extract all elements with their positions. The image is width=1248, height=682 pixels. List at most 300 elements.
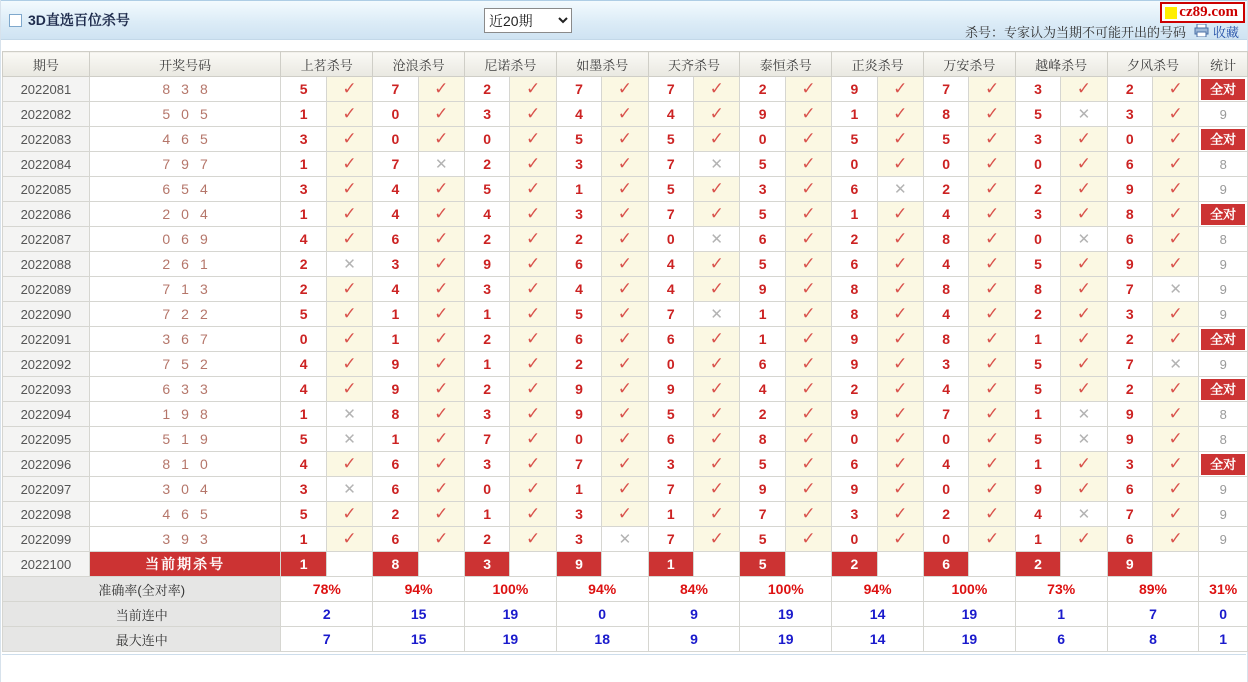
kill-number-cell: 0 [1015, 152, 1060, 177]
x-icon: ✕ [343, 480, 356, 498]
kill-mark-cell [785, 277, 831, 302]
current-kill-mark-cell [1061, 552, 1107, 577]
kill-mark-cell [693, 352, 739, 377]
site-logo[interactable] [1160, 2, 1245, 23]
period-cell: 2022095 [3, 427, 90, 452]
kill-number-cell: 1 [373, 327, 418, 352]
draw-numbers-cell: 810 [89, 452, 281, 477]
period-cell: 2022097 [3, 477, 90, 502]
check-icon: ✓ [984, 104, 1000, 123]
stat-cell: 9 [1199, 352, 1248, 377]
current-kill-mark-cell [418, 552, 464, 577]
kill-number-cell: 5 [556, 302, 601, 327]
streak-value-cell: 9 [648, 602, 740, 627]
check-icon: ✓ [1076, 129, 1091, 148]
kill-number-cell: 3 [373, 252, 418, 277]
kill-number-cell: 5 [648, 127, 693, 152]
kill-number-cell: 2 [1015, 177, 1060, 202]
check-icon: ✓ [342, 204, 357, 223]
kill-number-cell: 6 [1107, 227, 1152, 252]
kill-number-cell: 5 [740, 527, 785, 552]
kill-number-cell: 6 [1107, 152, 1152, 177]
accuracy-value-cell: 100% [740, 577, 832, 602]
check-icon: ✓ [525, 404, 541, 423]
kill-mark-cell [693, 477, 739, 502]
kill-number-cell: 5 [923, 127, 968, 152]
kill-number-cell: 6 [556, 327, 601, 352]
kill-mark-cell [326, 452, 372, 477]
kill-number-cell: 1 [465, 302, 510, 327]
kill-number-cell: 3 [1107, 102, 1152, 127]
kill-mark-cell [877, 277, 923, 302]
check-icon: ✓ [1168, 329, 1183, 348]
kill-mark-cell [510, 352, 556, 377]
check-icon: ✓ [1168, 179, 1183, 198]
kill-mark-cell [969, 477, 1015, 502]
stat-cell: 9 [1199, 477, 1248, 502]
kill-number-cell: 2 [465, 527, 510, 552]
check-icon: ✓ [1076, 279, 1091, 298]
kill-mark-cell [877, 127, 923, 152]
check-icon: ✓ [342, 304, 357, 323]
kill-mark-cell [418, 352, 464, 377]
kill-mark-cell [693, 327, 739, 352]
kill-number-cell: 2 [832, 377, 877, 402]
kill-mark-cell [1061, 77, 1107, 102]
check-icon: ✓ [893, 454, 908, 473]
kill-mark-cell [693, 402, 739, 427]
kill-mark-cell [602, 302, 648, 327]
current-kill-number-cell: 5 [740, 552, 785, 577]
kill-number-cell: 2 [373, 502, 418, 527]
kill-mark-cell [510, 202, 556, 227]
kill-mark-cell [693, 452, 739, 477]
kill-mark-cell [1152, 177, 1198, 202]
x-icon: ✕ [618, 530, 632, 548]
period-cell: 2022084 [3, 152, 90, 177]
kill-mark-cell [693, 102, 739, 127]
x-icon: ✕ [343, 255, 356, 273]
kill-mark-cell [1152, 427, 1198, 452]
kill-number-cell: 2 [1107, 327, 1152, 352]
stat-cell: 9 [1199, 302, 1248, 327]
kill-number-cell: 7 [556, 452, 601, 477]
kill-mark-cell [1152, 527, 1198, 552]
kill-number-cell: 6 [832, 177, 877, 202]
kill-mark-cell [602, 527, 648, 552]
kill-number-cell: 6 [1107, 527, 1152, 552]
kill-number-cell: 4 [923, 377, 968, 402]
kill-number-cell: 3 [1107, 302, 1152, 327]
kill-mark-cell [693, 502, 739, 527]
kill-mark-cell [418, 127, 464, 152]
kill-number-cell: 0 [373, 102, 418, 127]
check-icon: ✓ [893, 129, 908, 148]
kill-mark-cell [693, 177, 739, 202]
kill-number-cell: 2 [281, 252, 326, 277]
kill-number-cell: 6 [556, 252, 601, 277]
column-header: 夕风杀号 [1107, 52, 1199, 77]
check-icon: ✓ [617, 154, 633, 173]
kill-number-cell: 7 [1107, 277, 1152, 302]
kill-mark-cell [418, 527, 464, 552]
x-icon: ✕ [1077, 430, 1091, 448]
check-icon: ✓ [1168, 254, 1183, 273]
period-cell: 2022100 [3, 552, 90, 577]
kill-mark-cell [877, 77, 923, 102]
kill-mark-cell [602, 502, 648, 527]
streak-value-cell: 19 [740, 627, 832, 652]
check-icon: ✓ [434, 104, 449, 123]
kill-number-cell: 1 [281, 202, 326, 227]
check-icon: ✓ [1168, 504, 1183, 523]
kill-mark-cell [877, 477, 923, 502]
check-icon: ✓ [525, 204, 541, 223]
check-icon: ✓ [709, 104, 724, 123]
check-icon: ✓ [434, 429, 449, 448]
check-icon: ✓ [617, 454, 633, 473]
kill-number-cell: 4 [923, 252, 968, 277]
kill-number-cell: 2 [1107, 77, 1152, 102]
kill-number-cell: 5 [1015, 252, 1060, 277]
kill-number-cell: 3 [281, 177, 326, 202]
kill-mark-cell [510, 177, 556, 202]
check-icon: ✓ [1168, 79, 1183, 98]
kill-number-cell: 7 [648, 302, 693, 327]
kill-mark-cell [602, 127, 648, 152]
kill-number-cell: 3 [832, 502, 877, 527]
check-icon: ✓ [525, 179, 541, 198]
kill-number-cell: 8 [923, 227, 968, 252]
kill-number-cell: 3 [1015, 202, 1060, 227]
check-icon: ✓ [342, 179, 357, 198]
kill-number-cell: 1 [740, 302, 785, 327]
kill-mark-cell [418, 102, 464, 127]
kill-mark-cell [1061, 302, 1107, 327]
check-icon: ✓ [801, 379, 816, 398]
check-icon: ✓ [434, 479, 449, 498]
kill-number-cell: 4 [281, 452, 326, 477]
check-icon: ✓ [984, 379, 1000, 398]
kill-number-cell: 5 [1015, 427, 1060, 452]
kill-number-cell: 4 [373, 202, 418, 227]
check-icon: ✓ [525, 79, 541, 98]
kill-number-cell: 6 [648, 427, 693, 452]
table-row [3, 202, 1248, 227]
kill-number-cell: 9 [832, 402, 877, 427]
kill-number-cell: 0 [923, 527, 968, 552]
check-icon: ✓ [709, 529, 724, 548]
summary-row [3, 627, 1248, 652]
x-icon: ✕ [1077, 230, 1091, 248]
kill-number-cell: 5 [281, 302, 326, 327]
streak-value-cell: 7 [1107, 602, 1199, 627]
draw-numbers-cell: 713 [89, 277, 281, 302]
draw-numbers-cell: 752 [89, 352, 281, 377]
check-icon: ✓ [434, 504, 449, 523]
draw-numbers-cell: 633 [89, 377, 281, 402]
table-row [3, 502, 1248, 527]
kill-number-cell: 3 [556, 152, 601, 177]
stat-cell: 8 [1199, 152, 1248, 177]
kill-mark-cell [510, 527, 556, 552]
kill-mark-cell [326, 527, 372, 552]
kill-number-cell: 3 [1107, 452, 1152, 477]
kill-mark-cell [1152, 452, 1198, 477]
stat-cell: 9 [1199, 277, 1248, 302]
kill-number-cell: 0 [832, 427, 877, 452]
kill-number-cell: 5 [1015, 377, 1060, 402]
streak-value-cell: 14 [832, 627, 924, 652]
kill-number-cell: 4 [740, 377, 785, 402]
kill-mark-cell [326, 377, 372, 402]
kill-mark-cell [877, 452, 923, 477]
table-row [3, 352, 1248, 377]
kill-mark-cell [969, 127, 1015, 152]
kill-number-cell: 5 [740, 202, 785, 227]
kill-number-cell: 0 [740, 127, 785, 152]
kill-number-cell: 7 [923, 77, 968, 102]
kill-number-cell: 7 [1107, 352, 1152, 377]
draw-numbers-cell: 261 [89, 252, 281, 277]
kill-number-cell: 1 [556, 477, 601, 502]
kill-number-cell: 8 [832, 277, 877, 302]
streak-value-cell: 19 [465, 602, 557, 627]
kill-number-cell: 7 [648, 77, 693, 102]
kill-mark-cell [326, 152, 372, 177]
kill-mark-cell [1152, 377, 1198, 402]
check-icon: ✓ [801, 529, 816, 548]
table-row [3, 252, 1248, 277]
kill-number-cell: 2 [832, 227, 877, 252]
full-match-badge: 全对 [1201, 129, 1245, 150]
kill-mark-cell [785, 352, 831, 377]
kill-number-cell: 1 [1015, 402, 1060, 427]
check-icon: ✓ [617, 429, 633, 448]
check-icon: ✓ [342, 354, 357, 373]
check-icon: ✓ [984, 504, 1000, 523]
kill-number-cell: 2 [740, 402, 785, 427]
kill-number-cell: 4 [281, 227, 326, 252]
check-icon: ✓ [893, 204, 908, 223]
kill-number-cell: 5 [832, 127, 877, 152]
kill-mark-cell [969, 502, 1015, 527]
kill-number-cell: 6 [373, 227, 418, 252]
kill-mark-cell [1061, 277, 1107, 302]
draw-numbers-cell: 304 [89, 477, 281, 502]
check-icon: ✓ [434, 229, 449, 248]
streak-value-cell: 15 [373, 602, 465, 627]
check-icon: ✓ [617, 404, 633, 423]
check-icon: ✓ [1168, 304, 1183, 323]
check-icon: ✓ [617, 104, 633, 123]
kill-mark-cell [602, 102, 648, 127]
check-icon: ✓ [342, 504, 357, 523]
table-row [3, 102, 1248, 127]
kill-number-cell: 5 [648, 402, 693, 427]
kill-mark-cell [877, 252, 923, 277]
kill-number-cell: 3 [740, 177, 785, 202]
kill-mark-cell [602, 327, 648, 352]
kill-number-cell: 2 [556, 227, 601, 252]
kill-mark-cell [326, 427, 372, 452]
check-icon: ✓ [525, 129, 541, 148]
streak-value-cell: 9 [648, 627, 740, 652]
kill-mark-cell [510, 302, 556, 327]
period-cell: 2022090 [3, 302, 90, 327]
check-icon: ✓ [617, 329, 633, 348]
column-header: 如墨杀号 [556, 52, 648, 77]
bottom-divider [2, 654, 1246, 657]
check-icon: ✓ [984, 229, 1000, 248]
stat-cell: 9 [1199, 502, 1248, 527]
kill-mark-cell [510, 277, 556, 302]
check-icon: ✓ [342, 229, 357, 248]
check-icon: ✓ [617, 279, 633, 298]
check-icon: ✓ [1168, 229, 1183, 248]
current-kill-mark-cell [326, 552, 372, 577]
kill-mark-cell [693, 427, 739, 452]
check-icon: ✓ [801, 479, 816, 498]
kill-mark-cell [785, 502, 831, 527]
kill-number-cell: 7 [465, 427, 510, 452]
x-icon: ✕ [710, 230, 723, 248]
stat-cell: 8 [1199, 427, 1248, 452]
kill-mark-cell [326, 477, 372, 502]
kill-mark-cell [418, 452, 464, 477]
check-icon: ✓ [617, 504, 633, 523]
x-icon: ✕ [1077, 405, 1091, 423]
check-icon: ✓ [525, 329, 541, 348]
kill-number-cell: 0 [923, 152, 968, 177]
kill-number-cell: 9 [832, 77, 877, 102]
kill-number-cell: 1 [281, 102, 326, 127]
check-icon: ✓ [984, 254, 1000, 273]
check-icon: ✓ [1076, 154, 1091, 173]
kill-number-cell: 9 [373, 352, 418, 377]
kill-mark-cell [1061, 477, 1107, 502]
printer-icon[interactable] [1194, 24, 1209, 40]
current-kill-number-cell: 1 [648, 552, 693, 577]
kill-note-text: 杀号：专家认为当期不可能开出的号码 [964, 25, 1186, 40]
kill-mark-cell [326, 202, 372, 227]
kill-mark-cell [1152, 202, 1198, 227]
kill-number-cell: 6 [373, 452, 418, 477]
draw-numbers-cell: 465 [89, 502, 281, 527]
check-icon: ✓ [709, 479, 724, 498]
kill-number-cell: 7 [740, 502, 785, 527]
streak-value-cell: 6 [1015, 627, 1107, 652]
check-icon: ✓ [1076, 529, 1091, 548]
kill-number-cell: 8 [1107, 202, 1152, 227]
kill-number-cell: 2 [556, 352, 601, 377]
check-icon: ✓ [801, 204, 816, 223]
kill-mark-cell [969, 327, 1015, 352]
kill-number-cell: 6 [740, 227, 785, 252]
favorite-link[interactable]: 收藏 [1212, 25, 1239, 40]
kill-number-cell: 2 [1015, 302, 1060, 327]
kill-mark-cell [785, 452, 831, 477]
kill-number-cell: 3 [1015, 127, 1060, 152]
kill-mark-cell [877, 502, 923, 527]
kill-mark-cell [969, 77, 1015, 102]
summary-stat-cell: 1 [1199, 627, 1248, 652]
current-kill-number-cell: 6 [923, 552, 968, 577]
x-icon: ✕ [1169, 355, 1182, 373]
top-toolbar [1, 0, 1247, 40]
check-icon: ✓ [801, 354, 816, 373]
kill-number-cell: 9 [740, 477, 785, 502]
period-range-select[interactable] [484, 8, 572, 33]
kill-mark-cell [693, 527, 739, 552]
check-icon: ✓ [801, 154, 816, 173]
check-icon: ✓ [434, 79, 449, 98]
accuracy-value-cell: 94% [556, 577, 648, 602]
column-header: 开奖号码 [89, 52, 281, 77]
kill-mark-cell [877, 202, 923, 227]
kill-number-cell: 8 [1015, 277, 1060, 302]
draw-numbers-cell: 722 [89, 302, 281, 327]
kill-number-cell: 5 [1015, 352, 1060, 377]
kill-mark-cell [418, 377, 464, 402]
kill-mark-cell [877, 527, 923, 552]
kill-mark-cell [1061, 327, 1107, 352]
check-icon: ✓ [434, 279, 449, 298]
check-icon: ✓ [893, 254, 908, 273]
current-kill-number-cell: 1 [281, 552, 326, 577]
full-match-badge: 全对 [1201, 454, 1245, 475]
kill-number-cell: 1 [556, 177, 601, 202]
kill-mark-cell [418, 402, 464, 427]
kill-number-cell: 0 [465, 127, 510, 152]
title-checkbox[interactable] [9, 14, 22, 27]
check-icon: ✓ [709, 279, 724, 298]
kill-mark-cell [877, 177, 923, 202]
kill-mark-cell [326, 277, 372, 302]
check-icon: ✓ [1168, 479, 1183, 498]
check-icon: ✓ [1168, 529, 1183, 548]
kill-mark-cell [785, 152, 831, 177]
check-icon: ✓ [525, 529, 541, 548]
check-icon: ✓ [893, 154, 908, 173]
kill-number-cell: 4 [281, 352, 326, 377]
kill-number-cell: 1 [465, 502, 510, 527]
check-icon: ✓ [984, 129, 1000, 148]
period-cell: 2022086 [3, 202, 90, 227]
kill-mark-cell [877, 302, 923, 327]
kill-number-cell: 3 [465, 402, 510, 427]
check-icon: ✓ [525, 504, 541, 523]
check-icon: ✓ [893, 479, 908, 498]
kill-number-cell: 0 [1107, 127, 1152, 152]
kill-mark-cell [969, 402, 1015, 427]
kill-mark-cell [510, 502, 556, 527]
kill-number-cell: 8 [373, 402, 418, 427]
check-icon: ✓ [984, 529, 1000, 548]
kill-mark-cell [969, 452, 1015, 477]
check-icon: ✓ [434, 529, 449, 548]
current-period-label-cell: 当前期杀号 [89, 552, 281, 577]
kill-number-cell: 3 [465, 102, 510, 127]
kill-number-cell: 5 [281, 427, 326, 452]
kill-mark-cell [969, 102, 1015, 127]
check-icon: ✓ [617, 304, 633, 323]
kill-number-cell: 4 [1015, 502, 1060, 527]
check-icon: ✓ [434, 404, 449, 423]
kill-number-cell: 4 [556, 277, 601, 302]
stat-cell [1199, 127, 1248, 152]
kill-number-cell: 4 [373, 177, 418, 202]
